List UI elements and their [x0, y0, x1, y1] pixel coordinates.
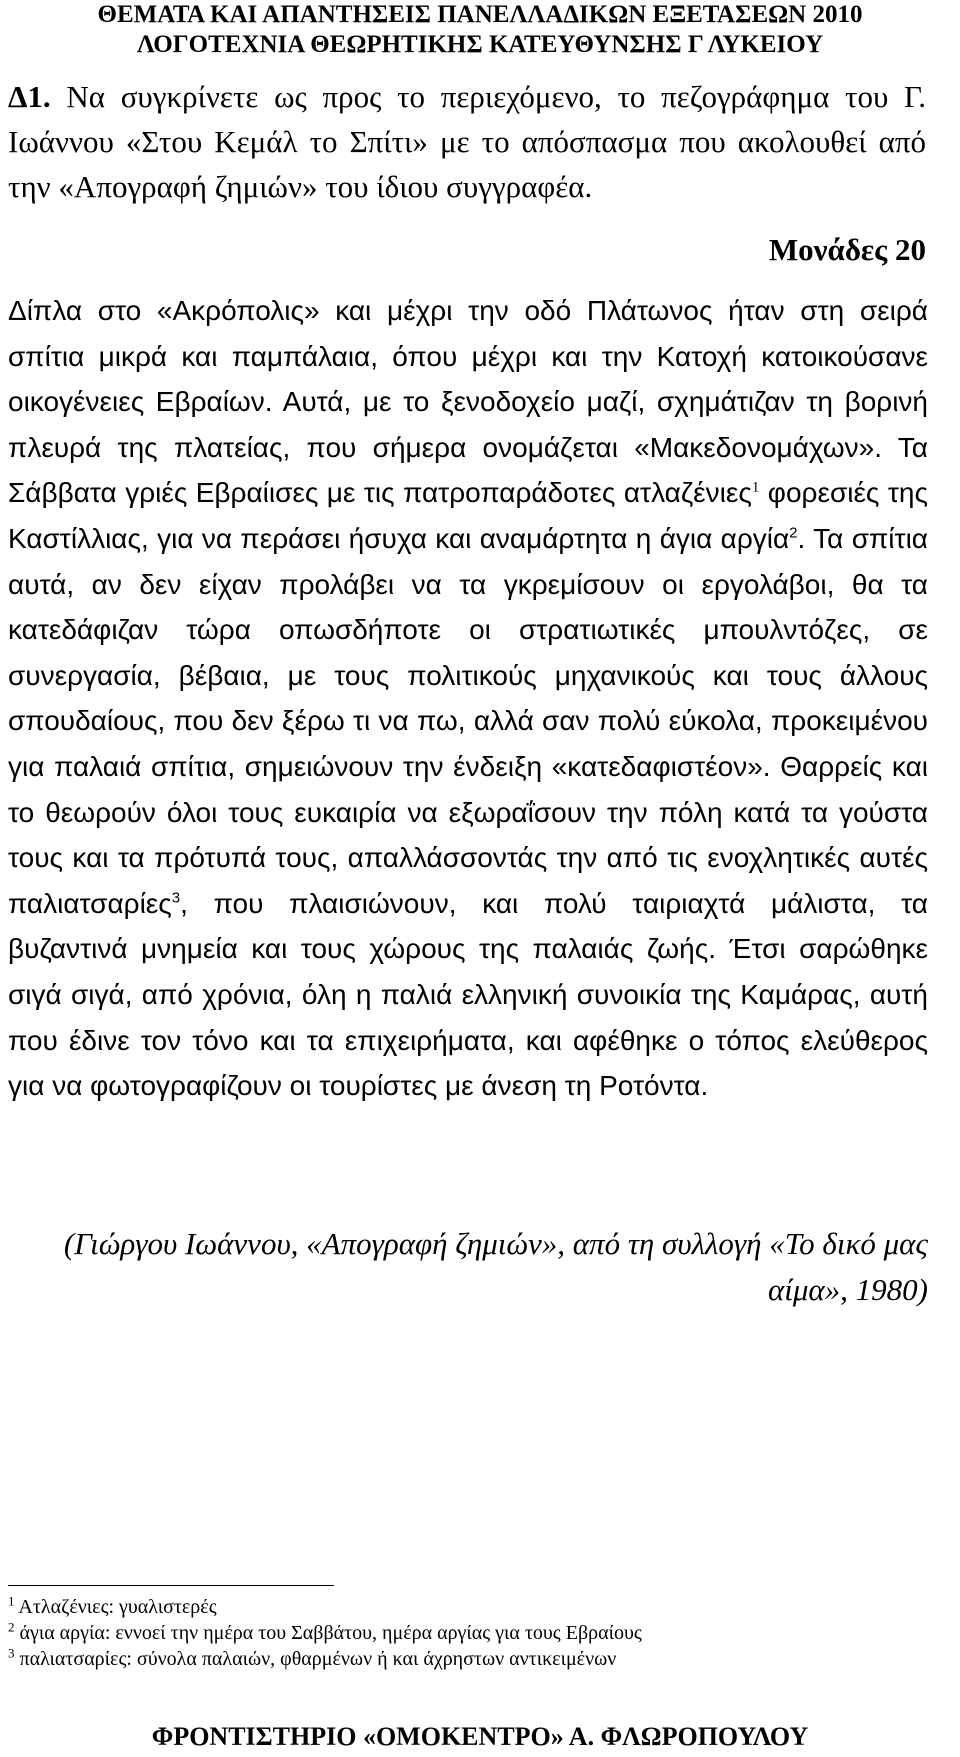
footnote-divider — [8, 1585, 334, 1586]
footnote-text: Ατλαζένιες: γυαλιστερές — [18, 1596, 217, 1618]
footnotes — [8, 1594, 938, 1672]
question-marks: Μονάδες 20 — [768, 232, 926, 267]
passage-part-3: . Τα σπίτια αυτά, αν δεν είχαν προλάβει να τα γκρεμίσουν οι εργολάβοι, θα τα κατεδάφιζαν τώρα οπωσδήποτε οι στρατιωτικές μπουλντόζες, σε συνεργασία, βέβαια, με τους πολιτικούς μηχανικούς και τους άλλους σπουδαίους, που δεν ξέρω τι να πω, αλλά σαν πολύ εύκολα, προκειμένου για παλαιά σπίτια, σημειώνουν την ένδειξη «κατεδαφιστέον». Θαρρείς και το θεωρούν όλοι τους ευκαιρία να εξωραΐσουν την πόλη κατά τα γούστα τους και τα πρότυπά τους, απαλλάσσοντάς την από τις ενοχλητικές αυτές παλιατσαρίες — [8, 522, 928, 919]
footnote-item — [8, 1594, 938, 1620]
footnote-number: 3 — [8, 1645, 15, 1661]
footnote-number: 2 — [8, 1619, 15, 1635]
page-footer: ΦΡΟΝΤΙΣΤΗΡΙΟ «ΟΜΟΚΕΝΤΡΟ» Α. ΦΛΩΡΟΠΟΥΛΟΥ — [151, 1722, 809, 1751]
passage-part-4: , που πλαισιώνουν, και πολύ ταιριαχτά μάλιστα, τα βυζαντινά μνημεία και τους χώρους της παλαιάς ζωής. Έτσι σαρώθηκε σιγά σιγά, από χρόνια, όλη η παλιά ελληνική συνοικία της Καμάρας, αυτή που έδινε τον τόνο και τα επιχειρήματα, και αφέθηκε ο τόπος ελεύθερος για να φωτογραφίζουν οι τουρίστες με άνεση τη Ροτόντα. — [8, 887, 928, 1102]
question-block — [8, 74, 926, 209]
footnote-item — [8, 1620, 938, 1646]
footnote-text: άγια αργία: εννοεί την ημέρα του Σαββάτου, ημέρα αργίας για τους Εβραίους — [19, 1622, 642, 1644]
question-number: Δ1. — [8, 79, 51, 114]
footnote-ref-1: 1 — [751, 480, 760, 497]
footnote-ref-2: 2 — [789, 524, 798, 542]
footnote-number: 1 — [8, 1593, 15, 1609]
question-text: Να συγκρίνετε ως προς το περιεχόμενο, το πεζογράφημα του Γ. Ιωάννου «Στου Κεμάλ το Σπίτι» με το απόσπασμα που ακολουθεί από την «Απογραφή ζημιών» του ίδιου συγγραφέα. — [8, 79, 926, 204]
passage-part-1: Δίπλα στο «Ακρόπολις» και μέχρι την οδό Πλάτωνος ήταν στη σειρά σπίτια μικρά και παμπάλαια, όπου μέχρι και την Κατοχή κατοικούσανε οικογένειες Εβραίων. Αυτά, με το ξενοδοχείο μαζί, σχημάτιζαν τη βορινή πλευρά της πλατείας, που σήμερα ονομάζεται «Μακεδονομάχων». Τα Σάββατα γριές Εβραίισες με τις πατροπαράδοτες ατλαζένιες — [8, 295, 928, 509]
footnote-ref-3: 3 — [171, 889, 181, 907]
header-title: ΘΕΜΑΤΑ ΚΑΙ ΑΠΑΝΤΗΣΕΙΣ ΠΑΝΕΛΛΑΔΙΚΩΝ ΕΞΕΤΑΣΕΩΝ 2010 — [97, 1, 863, 28]
page-header — [0, 0, 960, 60]
header-subtitle: ΛΟΓΟΤΕΧΝΙΑ ΘΕΩΡΗΤΙΚΗΣ ΚΑΤΕΥΘΥΝΣΗΣ Γ ΛΥΚΕΙΟΥ — [136, 31, 824, 58]
passage-text — [8, 288, 928, 1109]
footnote-text: παλιατσαρίες: σύνολα παλαιών, φθαρμένων ή και άχρηστων αντικειμένων — [19, 1648, 617, 1670]
passage-part-2: φορεσιές της Καστίλλιας, για να περάσει ήσυχα και αναμάρτητα η άγια αργία — [8, 477, 928, 554]
passage-citation: (Γιώργου Ιωάννου, «Απογραφή ζημιών», από τη συλλογή «Το δικό μας αίμα», 1980) — [63, 1226, 928, 1307]
footnote-item — [8, 1646, 938, 1672]
